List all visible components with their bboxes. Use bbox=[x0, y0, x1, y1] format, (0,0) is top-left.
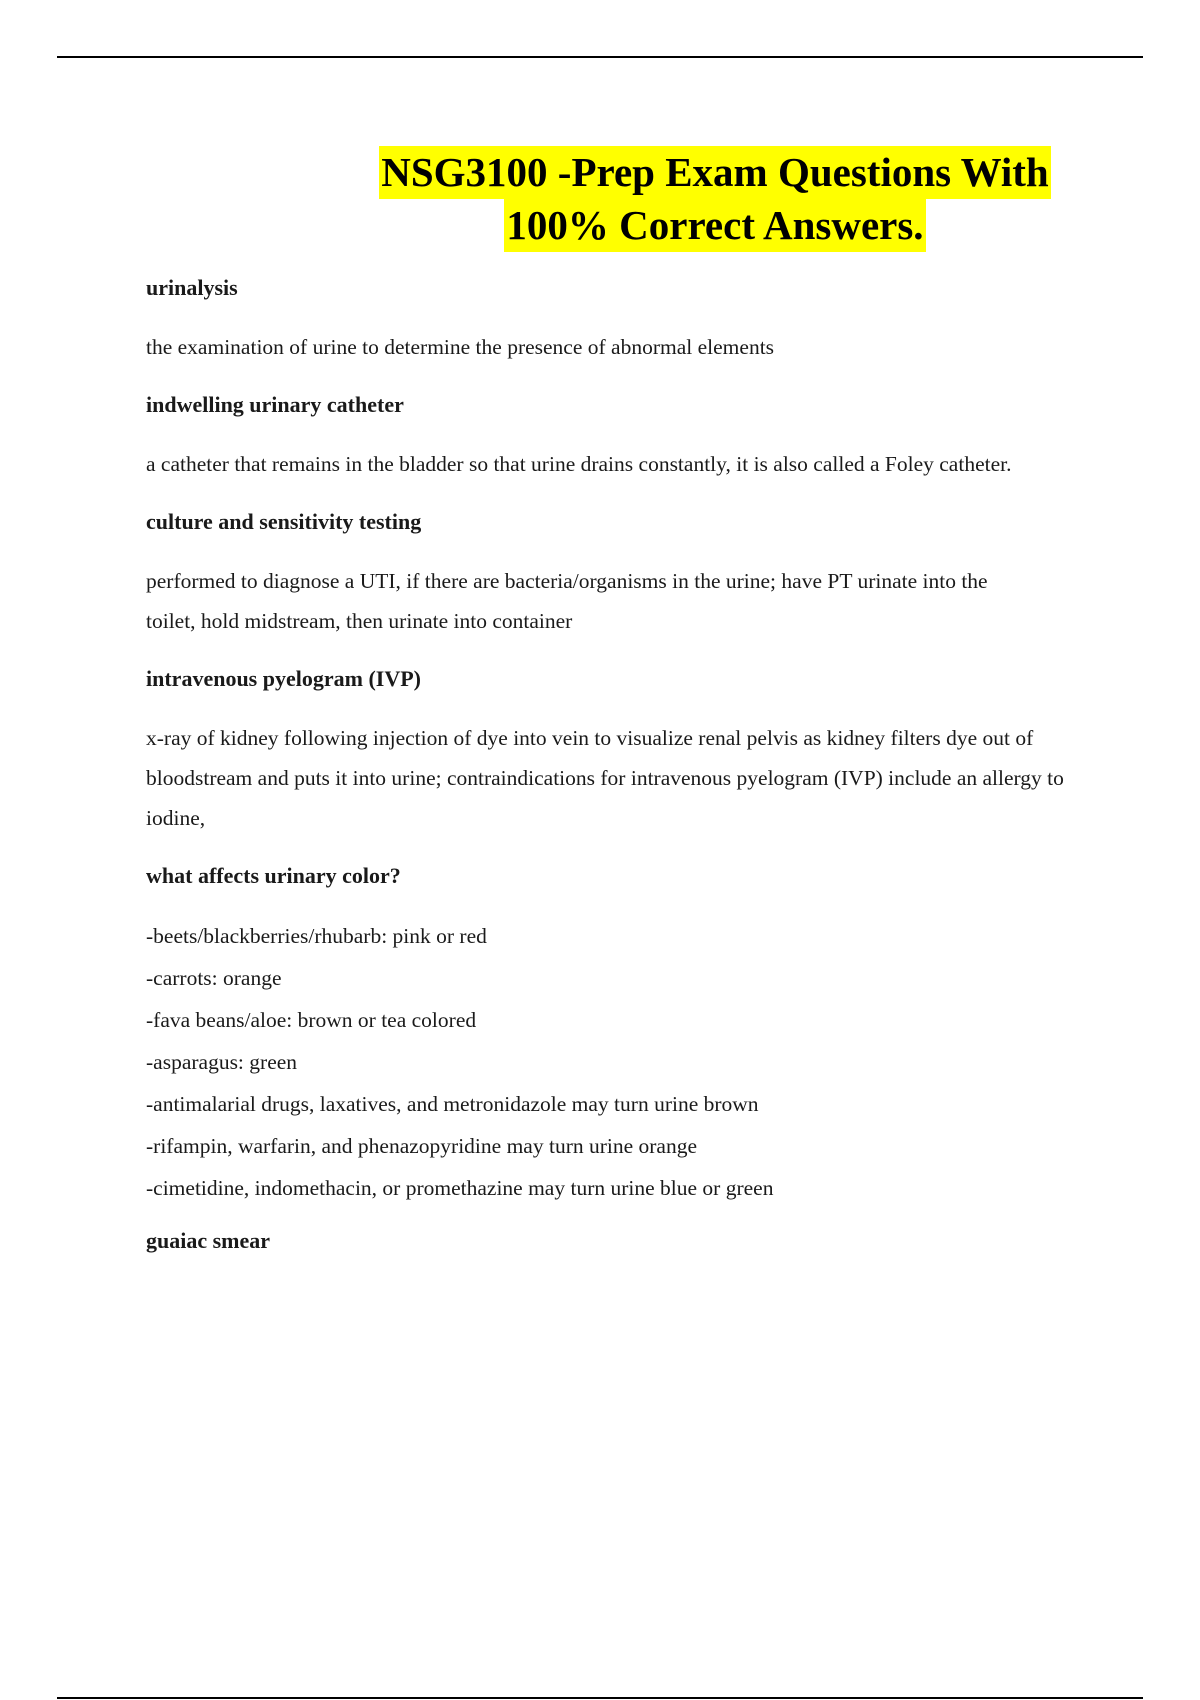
urinary-color-list bbox=[146, 915, 1106, 1209]
entry-definition: a catheter that remains in the bladder so that urine drains constantly, it is also called a Foley catheter. bbox=[146, 452, 1012, 476]
list-item: -cimetidine, indomethacin, or promethazine may turn urine blue or green bbox=[146, 1176, 774, 1200]
entry-term: culture and sensitivity testing bbox=[146, 509, 422, 534]
entry-term: guaiac smear bbox=[146, 1228, 271, 1253]
entry-ivp bbox=[146, 659, 1106, 856]
document-title bbox=[300, 146, 1130, 252]
list-item: -beets/blackberries/rhubarb: pink or red bbox=[146, 924, 487, 948]
title-line-2: 100% Correct Answers. bbox=[504, 199, 925, 252]
title-line-1: NSG3100 -Prep Exam Questions With bbox=[379, 146, 1050, 199]
entry-urinary-color bbox=[146, 856, 1106, 1221]
list-item: -antimalarial drugs, laxatives, and metronidazole may turn urine brown bbox=[146, 1092, 759, 1116]
entry-term: indwelling urinary catheter bbox=[146, 392, 404, 417]
list-item: -fava beans/aloe: brown or tea colored bbox=[146, 1008, 477, 1032]
bottom-rule bbox=[57, 1697, 1143, 1699]
entry-definition: performed to diagnose a UTI, if there are bacteria/organisms in the urine; have PT urinate into the toilet, hold midstream, then urinate into container bbox=[146, 569, 988, 633]
entry-definition: the examination of urine to determine the presence of abnormal elements bbox=[146, 335, 775, 359]
top-rule bbox=[57, 56, 1143, 58]
entry-culture-sensitivity bbox=[146, 502, 1106, 659]
document-body bbox=[146, 268, 1106, 1261]
entry-urinalysis bbox=[146, 268, 1106, 385]
entry-indwelling-catheter bbox=[146, 385, 1106, 502]
list-item: -asparagus: green bbox=[146, 1050, 298, 1074]
entry-term: urinalysis bbox=[146, 275, 238, 300]
list-item: -carrots: orange bbox=[146, 966, 282, 990]
entry-term: intravenous pyelogram (IVP) bbox=[146, 666, 421, 691]
list-item: -rifampin, warfarin, and phenazopyridine may turn urine orange bbox=[146, 1134, 698, 1158]
entry-definition: x-ray of kidney following injection of dye into vein to visualize renal pelvis as kidney filters dye out of bloodstream and puts it into urine; contraindications for intravenous pyelogram (IVP) include an allergy to iodine, bbox=[146, 726, 1064, 830]
entry-guaiac-smear bbox=[146, 1221, 1106, 1261]
entry-term: what affects urinary color? bbox=[146, 863, 401, 888]
